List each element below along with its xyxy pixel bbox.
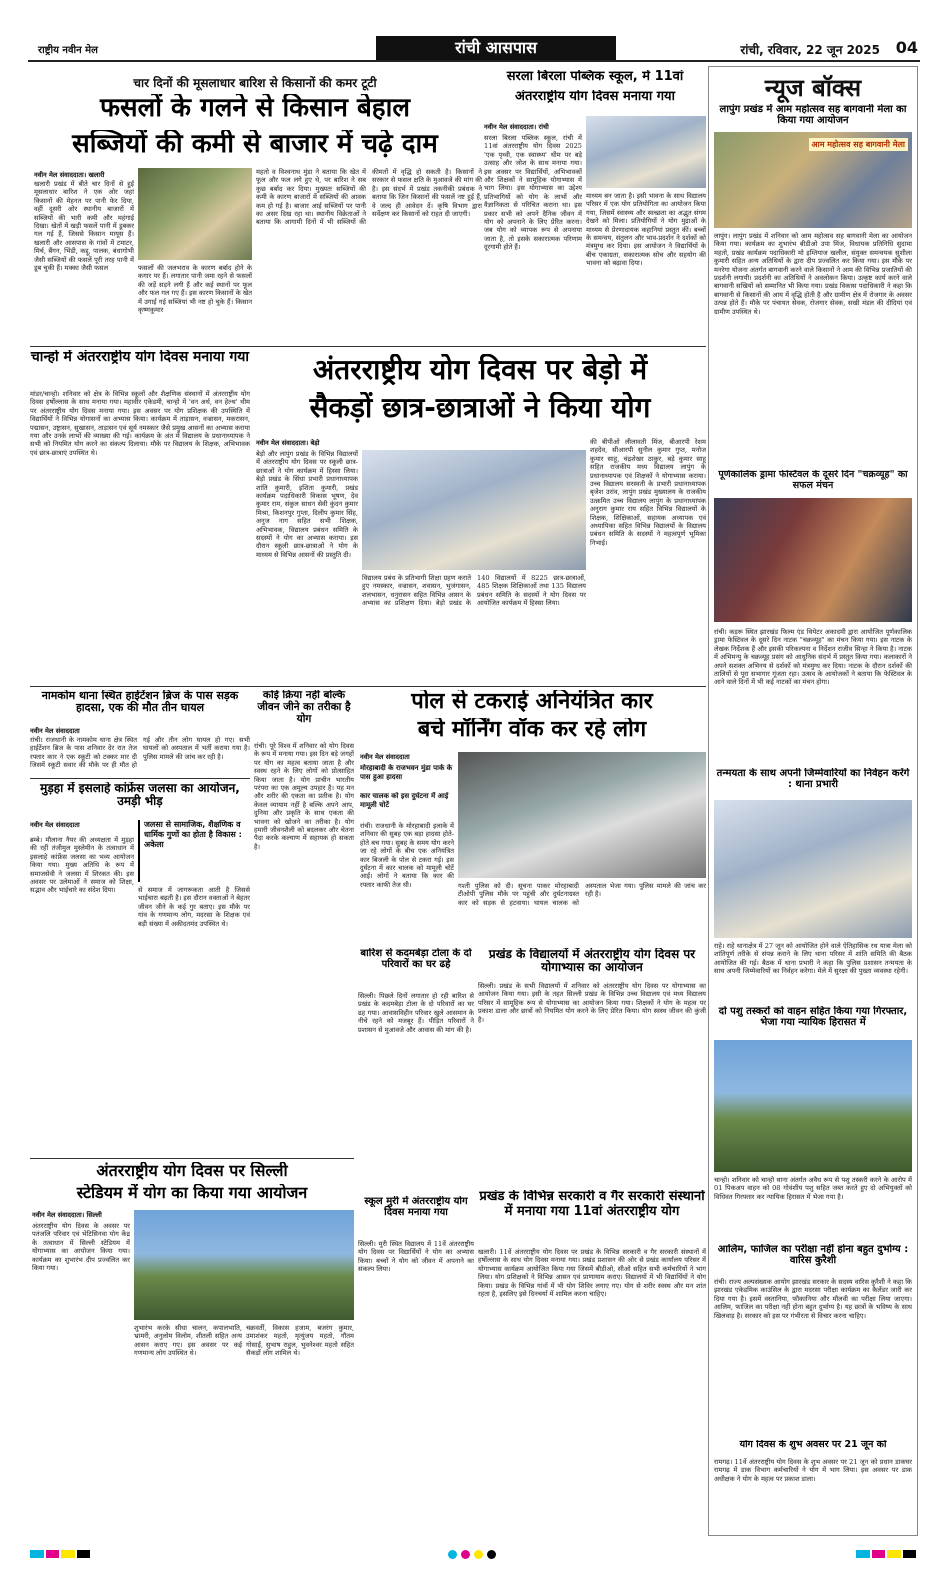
flood-headline: बारिश से कदमबेड़ा टोला के दो परिवारों का घर ढहे xyxy=(360,948,472,971)
muri-yoga-headline: स्कूल मुरी में अंतरराष्ट्रीय योग दिवस मनाया गया xyxy=(364,1196,468,1219)
silli-headline-2: स्टेडियम में योग का किया गया आयोजन xyxy=(76,1184,308,1202)
conference-headline: मुड़हा में इसलाहे कांफ्रेंस जलसा का आयोजन, उमड़ी भीड़ xyxy=(40,782,240,809)
silli-body-1: अंतरराष्ट्रीय योग दिवस के अवसर पर पतंजलि परिवार एवं भेटिसिनवा योग केंद्र के तत्वाधान में सिल्ली स्टेडियम में योगाभ्यास का आयोजन किया गया। कार्यक्रम का शुभारंभ दीप प्रज्वलित कर किया गया। xyxy=(32,1222,130,1273)
pole-accident-body-1: रांची। राजधानी के मोरहाबादी इलाके में शनिवार की सुबह एक बड़ा हादसा होते-होते बच गया। सुबह के समय योग करने जा रहे लोगों के बीच एक अनियंत्रित कार बिजली के पोल से टकरा गई। इस दुर्घटना में कार चालक को मामूली चोटें आईं। लोगों ने बताया कि कार की रफ्तार काफी तेज थी। xyxy=(360,822,454,889)
farmers-headline-1: फसलों के गलने से किसान बेहाल xyxy=(100,94,410,123)
news-item-3-title: तन्मयता के साथ अपनी जिम्मेवारियों का निर्वहन करेंगे : थाना प्रभारी xyxy=(716,768,910,791)
main-headline-2: सैकड़ों छात्र-छात्राओं ने किया योग xyxy=(309,392,651,424)
main-body-1: बेड़ो और लापुंग प्रखंड के विभिन्न विद्यालयों में अंतरराष्ट्रीय योग दिवस पर स्कूली छात्र-छात्राओं ने योग कार्यक्रम में हिस्सा लिया। बेड़ो प्रखंड के सिंधा प्रभारी प्रधानाध्यापक शांति कुमारी, इशिता कुमारी, प्रखंड कार्यक्रम पदाधिकारी विकास भूषण, देव कुमार राम, संकुल साधन सेवी कुंदन कुमार मिश्रा, किशनपुर गुप्ता, दिलीप कुमार सिंह, अनुज नाग सहित सभी शिक्षक, अभिभावक, विद्यालय प्रबंधन समिति के सदस्यों ने योग का अभ्यास कराया। इस दौरान स्कूली छात्र-छात्राओं ने योग के माध्यम से विभिन्न आसनों की प्रस्तुति दी। xyxy=(256,450,358,559)
school-yoga-2-headline: प्रखंड के विद्यालयों में अंतरराष्ट्रीय योग दिवस पर योगाभ्यास का आयोजन xyxy=(488,948,696,975)
registration-dots xyxy=(440,1550,504,1560)
govt-yoga-headline: प्रखंड के विभिन्न सरकारी व गैर सरकारी संस्थानों में मनाया गया 11वां अंतरराष्ट्रीय योग xyxy=(479,1190,705,1219)
yoga-life-body: रांची। पूरे विश्व में शनिवार को योग दिवस के रूप में मनाया गया। इस दिन बड़े जगहों पर योग का महत्व बताया जाता है और स्वस्थ रहने के लिए लोगों को प्रोत्साहित किया जाता है। योग प्राचीन भारतीय परंपरा का एक अमूल्य उपहार है। यह मन और शरीर की एकता का प्रतीक है। योग केवल व्यायाम नहीं है बल्कि अपने आप, दुनिया और प्रकृति के साथ एकता की भावना को खोजने का तरीका है। योग हमारी जीवनशैली को बदलकर और चेतना पैदा करके कल्याण में सहायक हो सकता है। xyxy=(254,742,354,851)
govt-yoga-body: खलारी। 11वें अंतरराष्ट्रीय योग दिवस पर प्रखंड के विभिन्न सरकारी व गैर सरकारी संस्थानों में हर्षोल्लास के साथ योग दिवस मनाया गया। प्रखंड प्रशासन की ओर से प्रखंड कार्यालय परिसर में योगाभ्यास कार्यक्रम आयोजित किया गया जिसमें बीडीओ, सीओ सहित सभी कर्मचारियों ने भाग लिया। योग प्रशिक्षकों ने विभिन्न आसन एवं प्राणायाम कराए। विद्यालयों में भी विद्यार्थियों ने योग किया। प्रखंड के विभिन्न गांवों में भी योग शिविर लगाए गए। योग से शरीर स्वस्थ और मन शांत रहता है, इसलिए इसे दिनचर्या में शामिल करना चाहिए। xyxy=(478,1248,706,1299)
police-meeting-photo xyxy=(714,800,912,938)
farmers-photo xyxy=(138,168,252,260)
flood-body: सिल्ली। पिछले दिनों लगातार हो रही बारिश से प्रखंड के कदमबेड़ा टोला के दो परिवारों का घर ढह गया। आवासविहीन परिवार खुले आसमान के नीचे रहने को मजबूर हैं। पीड़ित परिवारों ने प्रशासन से मुआवजे और आवास की मांग की है। xyxy=(358,992,474,1034)
farmers-body-2: महतो व विश्वनाथ मुंडा ने बताया कि खेत में फूल और फल लगे हुए थे, पर बारिश ने सब कुछ बर्बाद कर दिया। मुख्यतः सब्जियों की कमी के कारण बाजारों में सब्जियों की आवक कम हो गई है। बाजार आई सब्जियों पर पानी का असर दिख रहा था। स्थानीय विक्रेताओं ने बताया कि आगामी दिनों में भी सब्जियों की कीमतों में वृद्धि हो सकती है। किसानों ने सरकार से फसल क्षति के मुआवजे की मांग की है। इस संदर्भ में प्रखंड तकनीकी प्रबंधक ने बताया कि जिन किसानों की फसलें नष्ट हुई हैं, वे जल्द ही आवेदन दें। कृषि विभाग द्वारा सर्वेक्षण कर किसानों को राहत दी जाएगी। xyxy=(256,168,482,227)
pole-accident-body-2: गश्ती पुलिस को दी। सूचना पाकर मोरहाबादी टीओपी पुलिस मौके पर पहुंची और दुर्घटनाग्रस्त कार को सड़क से हटवाया। घायल चालक को अस्पताल भेजा गया। पुलिस मामले की जांच कर रही है। xyxy=(458,882,706,907)
mango-fest-photo xyxy=(714,132,912,228)
farmers-body-1: खलारी प्रखंड में बीते चार दिनों से हुई मूसलाधार बारिश ने एक ओर जहां किसानों की मेहनत पर पानी फेर दिया, वहीं दूसरी ओर स्थानीय बाजारों में सब्जियों की भारी कमी और महंगाई दिखा। खेतों में खड़ी फसलें पानी में डूबकर गल गई हैं, जिससे किसान मायूस हैं। खलारी और आसपास के गांवों में टमाटर, मिर्च, बैंगन, भिंडी, कद्दू, पालक, बंधागोभी जैसी सब्जियों की फसलें पूरी तरह पानी में डूब चुकी हैं। मक्का जैसी फसल xyxy=(34,180,134,273)
accident-body: रांची। राजधानी के नामकोम थाना क्षेत्र स्थित हाईटेंशन ब्रिज के पास शनिवार देर रात तेज रफ्तार कार ने एक स्कूटी को टक्कर मार दी जिसमें स्कूटी सवार की मौके पर ही मौत हो गई और तीन लोग घायल हो गए। सभी घायलों को अस्पताल में भर्ती कराया गया है। पुलिस मामले की जांच कर रही है। xyxy=(30,736,250,770)
yoga-life-headline: कोई क्रिया नहीं बल्कि जीवन जीने का तरीका है योग xyxy=(257,690,351,725)
news-box-title: न्यूज बॉक्स xyxy=(764,74,862,102)
news-item-4-title: दो पशु तस्करों को वाहन सहित किया गया गिरफ्तार, भेजा गया न्यायिक हिरासत में xyxy=(718,1006,908,1029)
news-item-5-body: रांची। राज्य अल्पसंख्यक आयोग झारखंड सरकार के सदस्य वारिस कुरैशी ने कहा कि झारखंड एकेडमिक काउंसिल के द्वारा मदरसा परीक्षा कार्यक्रम का कैलेंडर जारी कर दिया गया है। इसमें वस्तानिया, फौकानिया और मौलवी का परीक्षा लिया जाएगा। आलिम, फाजिल का परीक्षा नहीं होना बहुत दुर्भाग्य है। यह छात्रों के भविष्य के साथ खिलवाड़ है। सरकार को इस पर गंभीरता से विचार करना चाहिए। xyxy=(714,1278,912,1320)
accident-headline: नामकोम थाना स्थित हाईटेंशन ब्रिज के पास सड़क हादसा, एक की मौत तीन घायल xyxy=(41,690,239,715)
pole-accident-byline: नवीन मेल संवाददाता xyxy=(360,753,410,761)
farmers-kicker: चार दिनों की मूसलाधार बारिश से किसानों की कमर टूटी xyxy=(133,76,377,90)
silli-body-3: चक्रवर्ती, विकास हजाम, बजरंग कुमार, उमाशंकर महतो, मृत्युंजय महतो, गौतम गोसाईं, सुभाष राहुल, भुवनेश्वर महतो सहित सैकड़ों लोग शामिल थे। xyxy=(246,1324,354,1358)
section-title: रांची आसपास xyxy=(376,36,616,60)
news-item-2-title: पूर्णकालिक ड्रामा फेस्टिवल के दूसरे दिन "चक्रव्यूह" का सफल मंचन xyxy=(718,470,908,491)
news-item-6-title: योग दिवस के शुभ अवसर पर 21 जून को xyxy=(739,1440,887,1450)
chanho-body: मांडर/चान्हो। शनिवार को क्षेत्र के विभिन्न स्कूलों और शैक्षणिक संस्थानों में अंतरराष्ट्रीय योग दिवस हर्षोल्लास के साथ मनाया गया। महावीर एकेडमी, चान्हो में 'वन अर्थ, वन हेल्थ' थीम पर अंतरराष्ट्रीय योग दिवस मनाया गया। इस अवसर पर योग प्रशिक्षक की उपस्थिति में विद्यार्थियों ने विभिन्न योगासनों का अभ्यास किया। कार्यक्रम में ताड़ासन, वज्रासन, मकरासन, पद्मासन, उष्ट्रासन, सुखासन, ताड़ासन एवं सूर्य नमस्कार जैसे प्रमुख आसनों का अभ्यास कराया गया और उनके लाभों की व्याख्या की गई। कार्यक्रम के अंत में विद्यालय के प्रधानाध्यापक ने सभी को नियमित योग करने का संकल्प दिलाया। मौके पर विद्यालय के शिक्षक, अभिभावक एवं छात्र-छात्राएं उपस्थित थे। xyxy=(30,390,250,457)
school-yoga-byline: नवीन मेल संवाददाता। रांची xyxy=(484,123,549,131)
masthead-date: रांची, रविवार, 22 जून 2025 xyxy=(740,43,880,57)
silli-byline: नवीन मेल संवाददाता। सिल्ली xyxy=(32,1211,102,1219)
school-yoga-photo xyxy=(586,116,706,188)
conference-byline: नवीन मेल संवाददाता xyxy=(30,821,80,829)
news-item-2-body: रांची। कड़रू स्थित झारखंड फिल्म एंड थियेटर अकादमी द्वारा आयोजित पूर्णकालिक ड्रामा फेस्टिवल के दूसरे दिन नाटक "चक्रव्यूह" का मंचन किया गया। इस नाटक के लेखक निर्देशक हैं और इसकी परिकल्पना व निर्देशन राजीव सिन्हा ने किया है। नाटक में अभिमन्यु के चक्रव्यूह प्रसंग को आधुनिक संदर्भ में प्रस्तुत किया गया। कलाकारों ने अपने सशक्त अभिनय से दर्शकों को मंत्रमुग्ध कर दिया। नाटक के दौरान दर्शकों की तालियों से पूरा सभागार गूंजता रहा। उत्सव के आयोजकों ने बताया कि फेस्टिवल के आने वाले दिनों में भी कई नाटकों का मंचन होगा। xyxy=(714,628,912,687)
conference-body-1: ब्रम्बे। मौलाना नैयर की अध्यक्षता में मुड़हा की रहीं तंजीमुल मुस्लेमीन के तत्वाधान में इसलाहे कांफ्रेंस जलसा का भव्य आयोजन किया गया। मुख्य अतिथि के रूप में समाजसेवी ने जलसा में शिरकत की। इस अवसर पर उलेमाओं ने समाज को शिक्षा, सद्भाव और भाईचारे का संदेश दिया। xyxy=(30,836,134,895)
silli-body-2: शुभारंभ करके सीधा चालन, कपालभाति, भ्रामरी, अनुलोम विलोम, शीतली सहित अन्य आसन कराए गए। इस अवसर पर कई गणमान्य लोग उपस्थित थे। xyxy=(134,1324,242,1358)
farmers-caption: फसलों की जलभराव के कारण बर्बाद होने के कगार पर हैं। लगातार पानी जमा रहने से फसलों की जड़ें सड़ने लगी हैं और कई स्थानों पर फूल और फल गल गए हैं। इस कारण किसानों के खेत में उगाई गई सब्जियां भी नष्ट हो चुके हैं। किसान कृष्णकुमार xyxy=(138,264,252,315)
chanho-headline: चान्हो में अंतरराष्ट्रीय योग दिवस मनाया गया xyxy=(30,350,250,365)
color-bar-right xyxy=(856,1550,916,1558)
school-yoga-2-body: सिल्ली। प्रखंड के सभी विद्यालयों में शनिवार को अंतरराष्ट्रीय योग दिवस पर योगाभ्यास का आयोजन किया गया। इसी के तहत सिल्ली प्रखंड के विभिन्न उच्च विद्यालय एवं मध्य विद्यालय परिसर में सामूहिक रूप से योगाभ्यास का आयोजन किया गया। शिक्षकों ने योग के महत्व पर प्रकाश डाला और छात्रों को नियमित योग करने के लिए प्रेरित किया। योग स्वस्थ जीवन की कुंजी है। xyxy=(478,982,706,1024)
news-item-3-body: राहे। राहे थानाक्षेत्र में 27 जून को आयोजित होने वाले ऐतिहासिक रथ यात्रा मेला को शांतिपूर्ण तरीके से संपन्न कराने के लिए थाना परिसर में शांति समिति की बैठक आयोजित की गई। बैठक में थाना प्रभारी ने कहा कि पुलिस प्रशासन तन्मयता के साथ अपनी जिम्मेवारियों का निर्वहन करेगा। मेले में सुरक्षा की पुख्ता व्यवस्था रहेगी। xyxy=(714,942,912,976)
main-photo xyxy=(362,450,586,570)
mango-fest-banner: आम महोत्सव सह बागवानी मेला xyxy=(809,138,908,151)
main-body-3: की बीपीओ लीलावती मिंज, बीआरपी रेशम शहदेव, सीआरपी सुनील कुमार गुप्त, मनोज कुमार साहू, चंद्रशेखर ठाकुर, बड़े कुमार साहू सहित राजकीय मध्य विद्यालय लापुंग के प्रधानाध्यापक एवं शिक्षकों ने योगाभ्यास कराया। उच्च विद्यालय सरस्वती के प्रभारी प्रधानाध्यापक बृजेश उरांव, लापुंग प्रखंड मुख्यालय के राजकीय उत्क्रमित उच्च विद्यालय लापुंग के प्रधानाध्यापक अनुराग कुमार राय सहित विभिन्न विद्यालयों के शिक्षक, शिक्षिकाओं, सहायक अध्यापक एवं अध्यापिका सहित विभिन्न विद्यालयों के विद्यालय प्रबंधन समिति के सदस्यों ने महत्वपूर्ण भूमिका निभाई। xyxy=(590,438,706,547)
school-yoga-body-2: माध्यम बन जाता है। इसी भावना के साथ विद्यालय परिसर में एक योग प्रतियोगिता का आयोजन किया गया, जिसमें स्वास्थ्य और स्वच्छता का अद्भुत संगम देखने को मिला। प्रतियोगियों ने योग मुद्राओं के माध्यम से प्रेरणादायक कहानियां प्रस्तुत कीं। बच्चों के समन्वय, संतुलन और भाव-प्रदर्शन ने दर्शकों को मंत्रमुग्ध कर दिया। इस आयोजन ने विद्यार्थियों के बीच एकाग्रता, सकारात्मक सोच और सहयोग की भावना को बढ़ावा दिया। xyxy=(586,192,706,268)
farmers-byline: नवीन मेल संवाददाता। खलारी xyxy=(34,171,105,179)
smugglers-photo xyxy=(714,1040,912,1172)
main-byline: नवीन मेल संवाददाता। बेड़ो xyxy=(256,439,320,447)
masthead xyxy=(28,36,920,62)
news-item-1-body: लापुंग। लापुंग प्रखंड में शनिवार को आम महोत्सव सह बागवानी मेला का आयोजन किया गया। कार्यक्रम का शुभारंभ बीडीओ उपा मिंज, विधायक प्रतिनिधि सुदामा महतो, प्रखंड कार्यक्रम पदाधिकारी मो इम्तियाज खलील, संयुक्त समन्वयक सुशीला कुमारी सहित अन्य अतिथियों के द्वारा दीप प्रज्वलित कर किया गया। इस मौके पर मनरेगा योजना अंतर्गत बागवानी करने वाले किसानों ने आम की विभिन्न प्रजातियों की प्रदर्शनी लगायी। प्रदर्शनी का अतिथियों ने अवलोकन किया। उत्कृष्ट कार्य करने वाले बागवानी सखियों को सम्मानित भी किया गया। प्रखंड विकास पदाधिकारी ने कहा कि बागवानी से किसानों की आय में वृद्धि होती है और ग्रामीण क्षेत्र में रोजगार के अवसर उत्पन्न होते हैं। मौके पर पंचायत सेवक, रोजगार सेवक, सखी मंडल की दीदियां एवं ग्रामीण उपस्थित थे। xyxy=(714,232,912,316)
accident-byline: नवीन मेल संवाददाता xyxy=(30,727,80,735)
main-body-2: विद्यालय प्रबंध के प्रतिभागी शिक्षा ग्रहण कराते हुए नमस्कार, वज्रासन, शवासन, भुजंगासन, शलभासन, धनुरासन सहित विभिन्न आसन के अभ्यास का प्रशिक्षण दिया। बेड़ो प्रखंड के 140 विद्यालयों में 8225 छात्र-छात्राओं, 485 शिक्षक शिक्षिकाओं तथा 135 विद्यालय प्रबंधन समिति के सदस्यों ने योग दिवस पर आयोजित कार्यक्रम में हिस्सा लिया। xyxy=(362,574,586,608)
news-item-4-body: चान्हो। शनिवार को चान्हो थाना अंतर्गत अवैध रूप से पशु तस्करी करने के आरोप में 01 पिकअप वाहन को 08 गोवंशीय पशु सहित जब्त करते हुए दो अभियुक्तों को विधिवत गिरफ्तार कर न्यायिक हिरासत में भेजा गया है। xyxy=(714,1176,912,1201)
school-yoga-headline-1: सरला बिरला पब्लिक स्कूल, में 11वां xyxy=(506,70,684,84)
pole-accident-bullet-1: मोरहाबादी के राजभवन मुंडा पार्क के पास हुआ हादसा xyxy=(360,764,453,781)
conference-quote: जलसा से सामाजिक, शैक्षणिक व धार्मिक गुणों का होता है विकास : अकेला xyxy=(138,820,250,882)
pole-accident-headline-1: पोल से टकराई अनियंत्रित कार xyxy=(411,690,653,714)
silli-photo xyxy=(134,1210,354,1320)
pole-accident-bullet-2: कार चालक को इस दुर्घटना में आई मामूली चोटें xyxy=(360,792,449,809)
school-yoga-headline-2: अंतरराष्ट्रीय योग दिवस मनाया गया xyxy=(515,90,675,104)
school-yoga-body-1: सरला बिरला पब्लिक स्कूल, रांची में 11वां अंतरराष्ट्रीय योग दिवस 2025 'एक पृथ्वी, एक स्वास्थ्य' थीम पर बड़े उत्साह और जोश के साथ मनाया गया। इस अवसर पर विद्यार्थियों, अभिभावकों और शिक्षकों ने सामूहिक योगाभ्यास में भाग लिया। इस योगाभ्यास का उद्देश्य प्रतिभागियों को योग के लाभों और वैज्ञानिकता से परिचित कराना था। इस प्रकार सभी को अपने दैनिक जीवन में योग को अपनाने के लिए प्रेरित करना। जब योग को व्यापक रूप से अपनाया जाता है, तो इसके सकारात्मक परिणाम दूरगामी होते हैं। xyxy=(484,134,582,252)
color-bar-left xyxy=(30,1550,90,1558)
masthead-left: राष्ट्रीय नवीन मेल xyxy=(38,45,98,56)
news-item-1-title: लापुंग प्रखंड में आम महोत्सव सह बागवानी मेला का किया गया आयोजन xyxy=(719,104,907,127)
silli-headline-1: अंतरराष्ट्रीय योग दिवस पर सिल्ली xyxy=(96,1162,288,1180)
news-item-6-body: रामगढ़। 11वें अंतरराष्ट्रीय योग दिवस के शुभ अवसर पर 21 जून को प्रधान डाकघर रामगढ़ में डाक विभाग कर्मचारियों ने योग में भाग लिया। इस अवसर पर डाक अधीक्षक ने योग के महत्व पर प्रकाश डाला। xyxy=(714,1458,912,1483)
news-item-5-title: आलिम, फाजिल का परीक्षा नहीं होना बहुत दुर्भाग्य : वारिस कुरैशी xyxy=(717,1244,909,1267)
page-number: 04 xyxy=(895,38,918,57)
farmers-headline-2: सब्जियों की कमी से बाजार में चढ़े दाम xyxy=(72,130,438,159)
main-headline-1: अंतरराष्ट्रीय योग दिवस पर बेड़ो में xyxy=(312,354,648,386)
pole-accident-photo xyxy=(458,752,706,878)
muri-yoga-body: सिल्ली। मुरी स्थित विद्यालय में 11वें अंतरराष्ट्रीय योग दिवस पर विद्यार्थियों ने योग का अभ्यास किया। बच्चों ने योग को जीवन में अपनाने का संकल्प लिया। xyxy=(358,1240,474,1274)
pole-accident-headline-2: बचे मॉर्निंग वॉक कर रहे लोग xyxy=(417,718,647,742)
conference-body-2: से समाज में जागरूकता आती है जिससे भाईचारा बढ़ती है। इस दौरान वक्ताओं ने बेहतर जीवन जीने के कई गुर बताए। इस मौके पर गांव के गणमान्य लोग, मदरसा के शिक्षक एवं बड़ी संख्या में अकीदतमंद उपस्थित थे। xyxy=(138,886,250,928)
drama-photo xyxy=(714,498,912,622)
